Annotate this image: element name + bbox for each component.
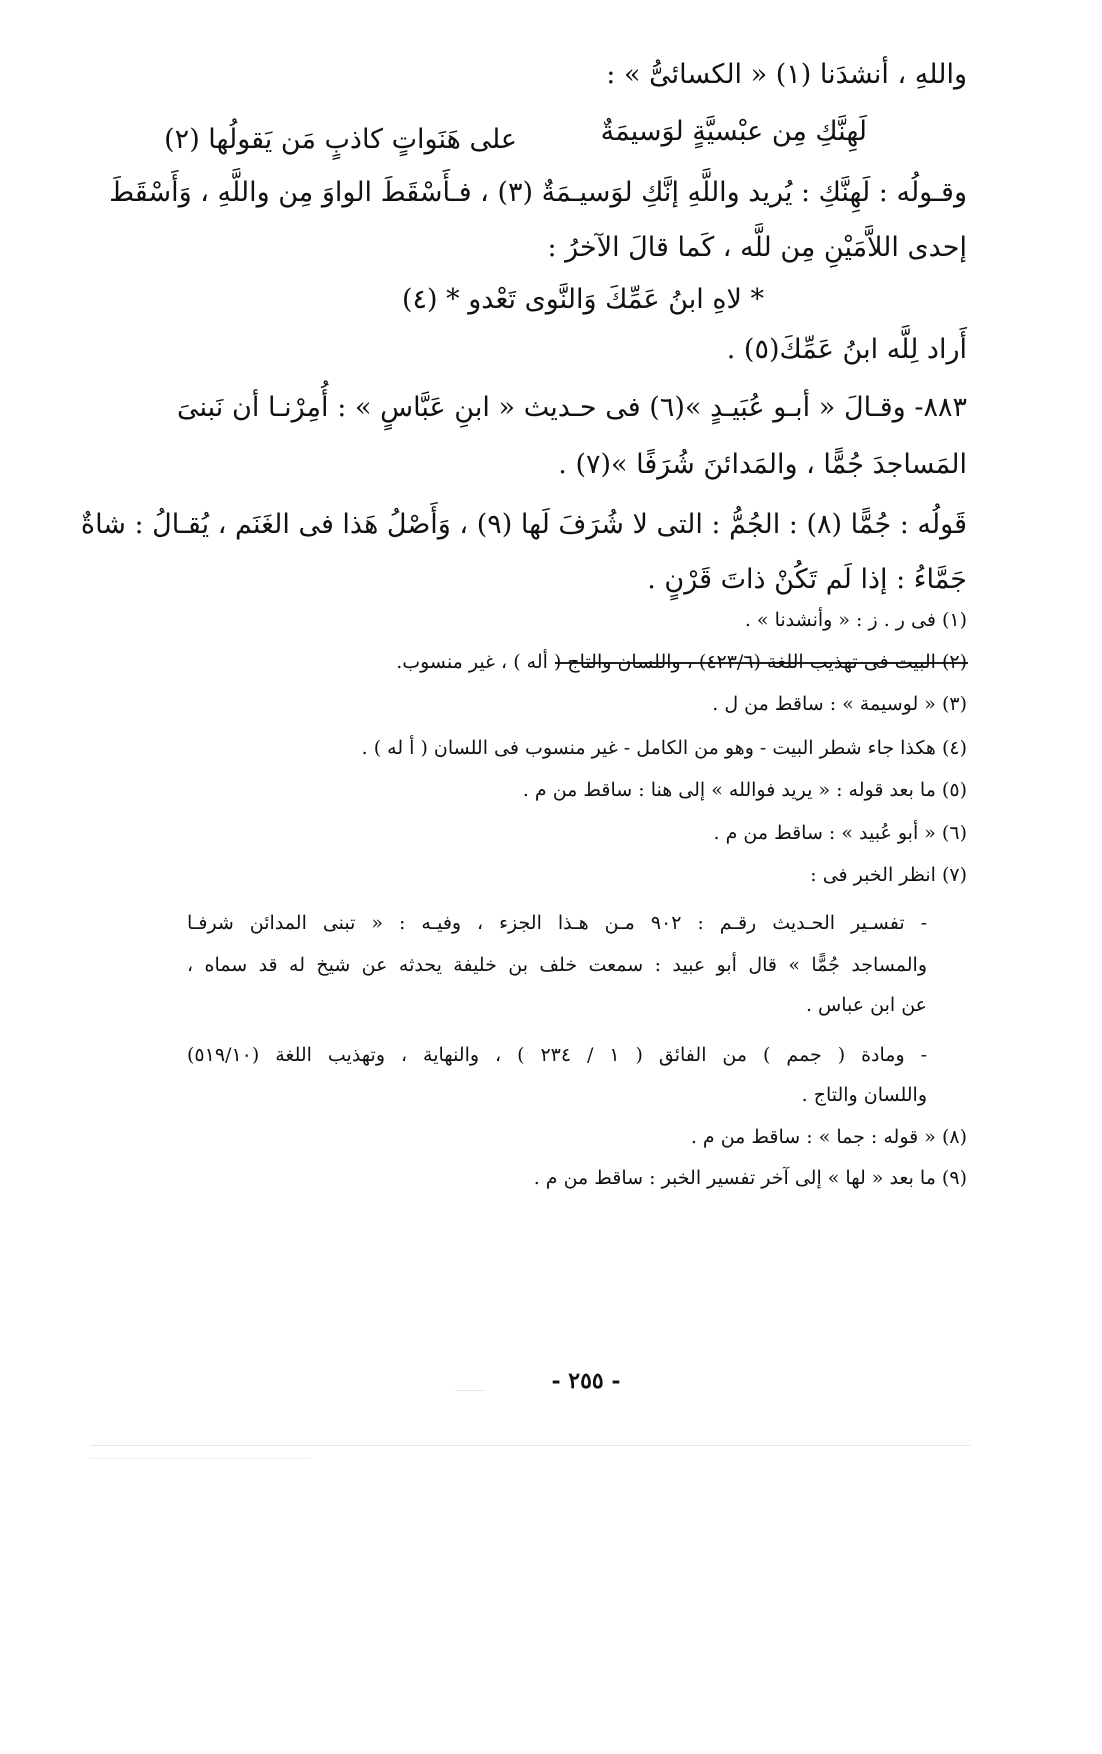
footnote-8: (٨) « قوله : جما » : ساقط من م . — [690, 1126, 967, 1148]
verse-first-hemistich: لَهِنَّكِ مِن عبْسيَّةٍ لوَسيمَةٌ — [600, 116, 867, 147]
text-line: جَمَّاءُ : إذا لَم تَكُنْ ذاتَ قَرْنٍ . — [647, 564, 967, 595]
footnote-7: (٧) انظر الخبر فى : — [810, 864, 967, 886]
scan-artifact — [455, 1390, 485, 1391]
page-number: - ٢٥٥ - — [551, 1368, 621, 1394]
text-line: واللهِ ، أنشدَنا (١) « الكسائىُّ » : — [606, 59, 967, 90]
footnote-7-item-1-cont: عن ابن عباس . — [805, 994, 927, 1016]
footnote-5: (٥) ما بعد قوله : « يريد فوالله » إلى هنا : ساقط من م . — [522, 779, 967, 801]
text-line: قَولُه : جُمًّا (٨) : الجُمُّ : التى لا شُرَفَ لَها (٩) ، وَأَصْلُ هَذا فى الغَنَم ، يُقـالُ : شاةٌ — [80, 509, 967, 540]
footnote-6: (٦) « أبو عُبيد » : ساقط من م . — [713, 822, 967, 844]
footnote-1: (١) فى ر . ز : « وأنشدنا » . — [744, 609, 967, 631]
text-line: المَساجدَ جُمًّا ، والمَدائنَ شُرَفًا »(٧) . — [558, 449, 967, 480]
paragraph-entry-883: ٨٨٣- وقـالَ « أبـو عُبَيـدٍ »(٦) فى حـديث « ابنِ عَبَّاسٍ » : أُمِرْنـا أن نَبنىَ — [177, 392, 968, 423]
footnote-3: (٣) « لوسيمة » : ساقط من ل . — [712, 693, 967, 715]
footnote-2: (٢) البيت فى تهذيب اللغة (٤٢٣/٦) ، واللسان والتاج ( أله ) ، غير منسوب. — [396, 651, 967, 673]
footnote-7-item-2: - ومادة ( جمم ) من الفائق ( ١ / ٢٣٤ ) ، والنهاية ، وتهذيب اللغة (٥١٩/١٠) — [187, 1044, 927, 1066]
verse-line: * لاهِ ابنُ عَمِّكَ وَالنَّوى تَعْدو * (٤) — [401, 284, 764, 315]
verse-second-hemistich: على هَنَواتٍ كاذبٍ مَن يَقولُها (٢) — [164, 124, 517, 155]
footnote-9: (٩) ما بعد « لها » إلى آخر تفسير الخبر : ساقط من م . — [533, 1167, 967, 1189]
footnote-7-item-1-cont: والمساجد جُمًّا » قال أبو عبيد : سمعت خلف بن خليفة يحدثه عن شيخ له قد سماه ، — [187, 954, 927, 976]
footnote-7-item-2-cont: واللسان والتاج . — [801, 1084, 927, 1106]
footnote-4: (٤) هكذا جاء شطر البيت - وهو من الكامل - غير منسوب فى اللسان ( أ له ) . — [361, 737, 967, 759]
text-line: إحدى اللاَّمَيْنِ مِن للَّه ، كَما قالَ الآخرُ : — [547, 232, 967, 263]
text-line: وقـولُه : لَهِنَّكِ : يُريد واللَّهِ إنَّكِ لوَسيـمَةٌ (٣) ، فـأَسْقَطَ الواوَ مِن واللَّهِ ، وَأَسْقَطَ — [109, 177, 967, 208]
footnote-7-item-1: - تفسـير الحـديث رقـم : ٩٠٢ مـن هـذا الجزء ، وفيـه : « تبنى المدائن شرفـا — [187, 912, 927, 934]
text-line: أَراد لِلَّه ابنُ عَمِّكَ(٥) . — [726, 334, 967, 365]
scan-artifact — [90, 1445, 970, 1446]
scan-artifact — [90, 1458, 310, 1459]
